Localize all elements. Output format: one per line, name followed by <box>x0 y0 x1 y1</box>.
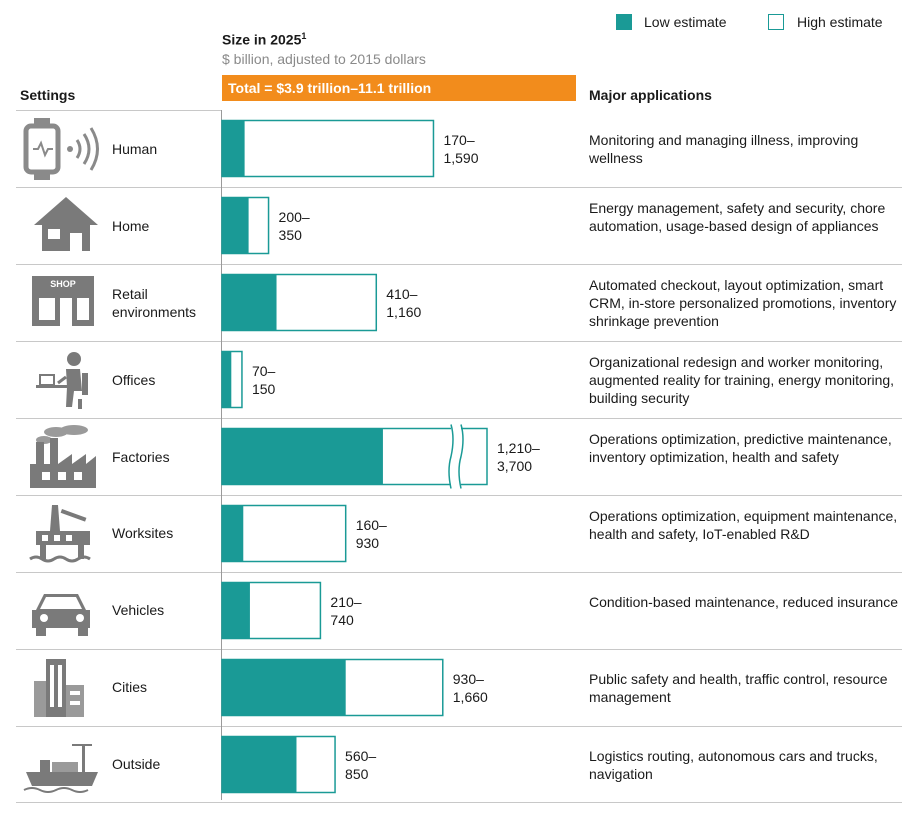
setting-label-factories: Factories <box>112 449 170 465</box>
bar-high-estimate <box>222 583 320 639</box>
bar-high-estimate <box>222 660 443 716</box>
setting-label-human: Human <box>112 141 158 157</box>
axis-break-gap <box>451 425 461 489</box>
bar-low-estimate <box>222 583 250 639</box>
smartwatch-icon <box>22 116 102 182</box>
oil-rig-icon <box>22 501 102 567</box>
range-label <box>356 516 387 552</box>
setting-label-outside: Outside <box>112 756 161 772</box>
range-high: 3,700 <box>497 457 533 474</box>
row-separator <box>16 264 902 265</box>
cargo-ship-icon <box>22 732 102 798</box>
range-high: 850 <box>345 765 369 782</box>
office-worker-icon <box>22 347 102 413</box>
application-text-home: Energy management, safety and security, chore automation, usage-based design of appliances <box>589 200 886 234</box>
size-title-text: Size in 2025 <box>222 31 302 48</box>
bar-high-estimate <box>222 198 269 254</box>
bar-high-estimate <box>222 429 487 485</box>
setting-label-worksites: Worksites <box>112 525 174 541</box>
range-low: 930– <box>452 670 484 687</box>
application-text-human: Monitoring and managing illness, improving wellness <box>589 132 859 166</box>
car-icon <box>22 578 102 644</box>
range-high: 1,660 <box>452 688 488 705</box>
range-low: 160– <box>355 516 387 533</box>
range-high: 1,590 <box>443 149 479 166</box>
setting-label-offices: Offices <box>112 372 156 388</box>
city-buildings-icon <box>22 655 102 721</box>
axis-break-mark <box>459 425 463 489</box>
row-separator <box>16 495 902 496</box>
bar-low-estimate <box>222 121 245 177</box>
application-text-retail: Automated checkout, layout optimization, smart CRM, in-store personalized promotions, inventory shrinkage prevention <box>589 277 897 329</box>
legend-high-label: High estimate <box>797 14 883 30</box>
range-label <box>386 285 421 321</box>
bar-high-estimate <box>222 737 335 793</box>
bar-low-estimate <box>222 275 277 331</box>
range-label <box>345 747 376 783</box>
bar-low-estimate <box>222 429 383 485</box>
row-separator <box>16 802 902 803</box>
shop-icon <box>22 270 102 336</box>
application-text-worksites: Operations optimization, equipment maintenance, health and safety, IoT-enabled R&D <box>589 508 898 542</box>
size-title-footnote: 1 <box>301 31 307 41</box>
range-high: 1,160 <box>386 303 422 320</box>
legend-low-label: Low estimate <box>644 14 727 30</box>
range-label <box>497 439 540 475</box>
application-text-vehicles: Condition-based maintenance, reduced insurance <box>589 594 898 610</box>
legend-high-swatch <box>768 14 784 30</box>
range-low: 410– <box>386 285 418 302</box>
setting-label-cities: Cities <box>112 679 148 695</box>
bar-high-estimate <box>222 352 242 408</box>
bar-low-estimate <box>222 737 296 793</box>
range-high: 350 <box>278 226 302 243</box>
range-high: 740 <box>330 611 354 628</box>
row-separator <box>16 110 221 111</box>
total-bar: Total = $3.9 trillion–11.1 trillion <box>222 75 576 101</box>
setting-label-home: Home <box>112 218 150 234</box>
applications-heading: Major applications <box>589 87 712 103</box>
bar-low-estimate <box>222 198 249 254</box>
house-icon <box>22 193 102 259</box>
shop-sign-text: SHOP <box>50 279 76 289</box>
size-title <box>222 31 306 48</box>
application-text-outside: Logistics routing, autonomous cars and trucks, navigation <box>589 748 878 782</box>
range-label <box>252 362 275 398</box>
range-low: 170– <box>443 131 475 148</box>
row-separator <box>16 341 902 342</box>
range-low: 200– <box>278 208 310 225</box>
settings-heading: Settings <box>20 87 76 103</box>
row-separator <box>16 187 902 188</box>
setting-label-vehicles: Vehicles <box>112 602 165 618</box>
row-separator <box>16 649 902 650</box>
factory-icon <box>22 424 102 490</box>
bar-low-estimate <box>222 352 231 408</box>
bar-high-estimate <box>222 275 376 331</box>
size-subtitle: $ billion, adjusted to 2015 dollars <box>222 51 426 67</box>
application-text-offices: Organizational redesign and worker monitoring, augmented reality for training, energy monitoring, building security <box>589 354 895 406</box>
row-separator <box>16 572 902 573</box>
chart-axis <box>221 110 222 800</box>
range-high: 930 <box>355 534 380 551</box>
range-label <box>330 593 361 629</box>
range-high: 150 <box>251 380 276 397</box>
range-low: 210– <box>330 593 362 610</box>
bar-high-estimate <box>222 506 346 562</box>
legend-low-swatch <box>616 14 632 30</box>
bar-low-estimate <box>222 506 243 562</box>
bar-low-estimate <box>222 660 346 716</box>
range-label <box>453 670 488 706</box>
row-separator <box>16 726 902 727</box>
row-separator <box>16 418 902 419</box>
range-low: 560– <box>345 747 377 764</box>
range-low: 70– <box>251 362 276 379</box>
range-label <box>279 208 310 244</box>
application-text-cities: Public safety and health, traffic control, resource management <box>589 671 888 705</box>
bar-high-estimate <box>222 121 433 177</box>
setting-label-retail: Retail environments <box>112 286 197 320</box>
range-label <box>443 131 478 167</box>
range-low: 1,210– <box>497 439 540 456</box>
axis-break-mark <box>449 425 453 489</box>
application-text-factories: Operations optimization, predictive maintenance, inventory optimization, health and safety <box>589 431 892 465</box>
